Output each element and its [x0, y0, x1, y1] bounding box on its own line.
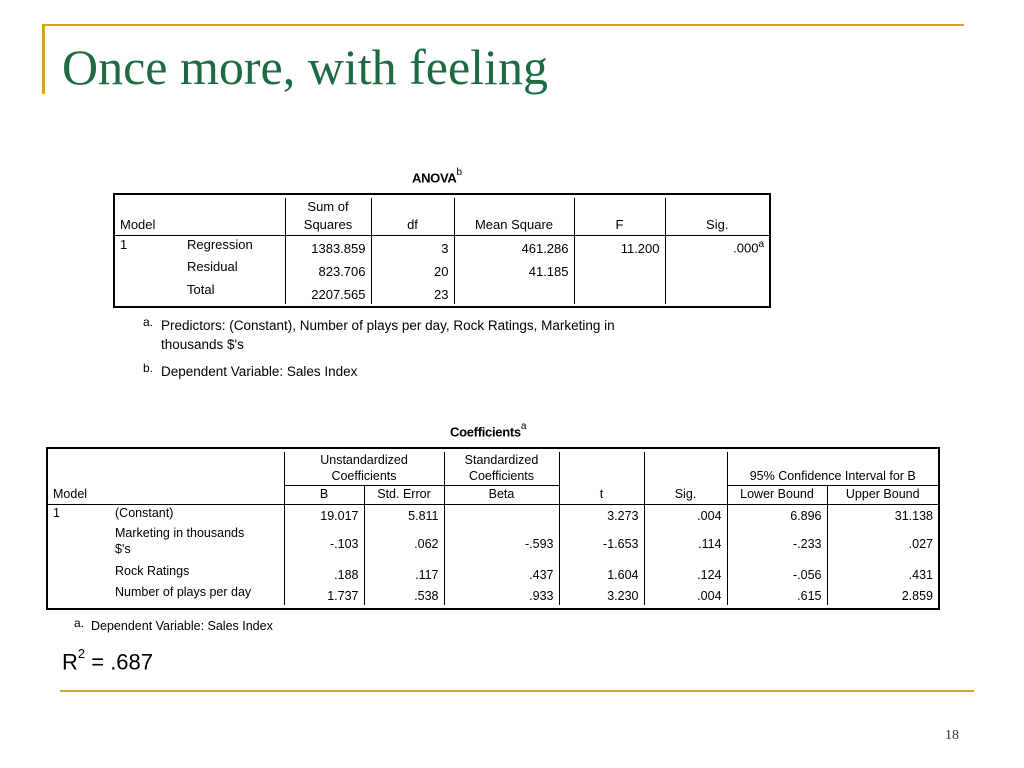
cell-upper: .431: [827, 563, 938, 584]
row-label: Rock Ratings: [115, 564, 190, 579]
cell-beta: [444, 504, 559, 525]
anova-footnote-a: a. Predictors: (Constant), Number of plays per day, Rock Ratings, Marketing in thousands $'s: [143, 315, 615, 352]
cell-sig: .114: [644, 525, 727, 563]
cell-f: 11.200: [574, 235, 665, 258]
cell-t: 1.604: [559, 563, 644, 584]
row-label: Total: [187, 282, 215, 297]
cell-sig: .004: [644, 584, 727, 605]
cell-b: -.103: [284, 525, 364, 563]
header-beta: Beta: [444, 486, 559, 505]
cell-b: 1.737: [284, 584, 364, 605]
accent-bar-top: [42, 24, 964, 26]
anova-footnote-b: b. Dependent Variable: Sales Index: [143, 361, 358, 379]
cell-ms: 461.286: [454, 235, 574, 258]
header-unstd: Unstandardized Coefficients: [284, 452, 444, 486]
coef-row-rock: [48, 563, 938, 584]
anova-title: ANOVA$^b$: [412, 167, 462, 186]
cell-lower: .615: [727, 584, 827, 605]
slide-title: Once more, with feeling: [62, 39, 548, 95]
anova-header-row: [115, 216, 769, 235]
cell-f: [574, 281, 665, 304]
cell-se: .062: [364, 525, 444, 563]
accent-bar-bottom: [60, 690, 974, 692]
cell-b: .188: [284, 563, 364, 584]
cell-sig: [665, 281, 769, 304]
cell-ms: [454, 281, 574, 304]
header-t: t: [559, 486, 644, 505]
cell-beta: .933: [444, 584, 559, 605]
coef-row-constant: [48, 504, 938, 525]
cell-se: 5.811: [364, 504, 444, 525]
header-std: Standardized Coefficients: [444, 452, 559, 486]
header-ci: 95% Confidence Interval for B: [727, 452, 938, 486]
cell-lower: -.233: [727, 525, 827, 563]
cell-beta: .437: [444, 563, 559, 584]
header-lower: Lower Bound: [727, 486, 827, 505]
header-se: Std. Error: [364, 486, 444, 505]
cell-upper: 2.859: [827, 584, 938, 605]
model-number: 1: [53, 505, 60, 520]
row-label: Marketing in thousands $'s: [115, 526, 245, 556]
cell-se: .538: [364, 584, 444, 605]
cell-f: [574, 258, 665, 281]
cell-lower: -.056: [727, 563, 827, 584]
header-ms: Mean Square: [454, 216, 574, 235]
cell-df: 23: [371, 281, 454, 304]
cell-upper: 31.138: [827, 504, 938, 525]
header-model: Model: [115, 216, 182, 235]
header-sig: Sig.: [644, 486, 727, 505]
cell-t: 3.273: [559, 504, 644, 525]
anova-row-residual: [115, 258, 769, 281]
header-upper: Upper Bound: [827, 486, 938, 505]
coef-header-row: [48, 486, 938, 505]
r-squared: $R^2 = .687$: [62, 646, 154, 675]
cell-sig: .124: [644, 563, 727, 584]
cell-ms: 41.185: [454, 258, 574, 281]
anova-row-total: [115, 281, 769, 304]
header-ss: Squares: [285, 216, 371, 235]
cell-ss: 2207.565: [285, 281, 371, 304]
cell-upper: .027: [827, 525, 938, 563]
cell-sig: .000$^a$: [665, 235, 769, 258]
cell-t: 3.230: [559, 584, 644, 605]
header-f: F: [574, 216, 665, 235]
header-df: df: [371, 216, 454, 235]
cell-se: .117: [364, 563, 444, 584]
header-b: B: [284, 486, 364, 505]
header-model: Model: [48, 486, 110, 505]
cell-ss: 1383.859: [285, 235, 371, 258]
cell-df: 20: [371, 258, 454, 281]
coef-header-row-group: [48, 452, 938, 486]
cell-df: 3: [371, 235, 454, 258]
coef-row-marketing: [48, 525, 938, 563]
row-label: Regression: [187, 236, 253, 252]
cell-lower: 6.896: [727, 504, 827, 525]
row-label: Number of plays per day: [115, 585, 252, 600]
coefficients-footnote-a: a. Dependent Variable: Sales Index: [74, 616, 273, 633]
coefficients-table: [48, 452, 938, 605]
anova-row-regression: [115, 235, 769, 258]
cell-ss: 823.706: [285, 258, 371, 281]
anova-header-row-top: [115, 198, 769, 216]
coef-row-plays: [48, 584, 938, 605]
accent-bar-vertical: [42, 24, 45, 94]
cell-t: -1.653: [559, 525, 644, 563]
cell-sig: .004: [644, 504, 727, 525]
row-label: Residual: [187, 259, 238, 274]
header-ss-top: Sum of: [285, 198, 371, 216]
cell-b: 19.017: [284, 504, 364, 525]
coefficients-title: Coefficients$^a$: [450, 421, 527, 440]
cell-sig: [665, 258, 769, 281]
header-sig: Sig.: [665, 216, 769, 235]
page-number: 18: [945, 728, 959, 743]
row-label: (Constant): [115, 505, 174, 520]
model-number: 1: [120, 236, 128, 252]
anova-table: [115, 198, 769, 304]
cell-beta: -.593: [444, 525, 559, 563]
